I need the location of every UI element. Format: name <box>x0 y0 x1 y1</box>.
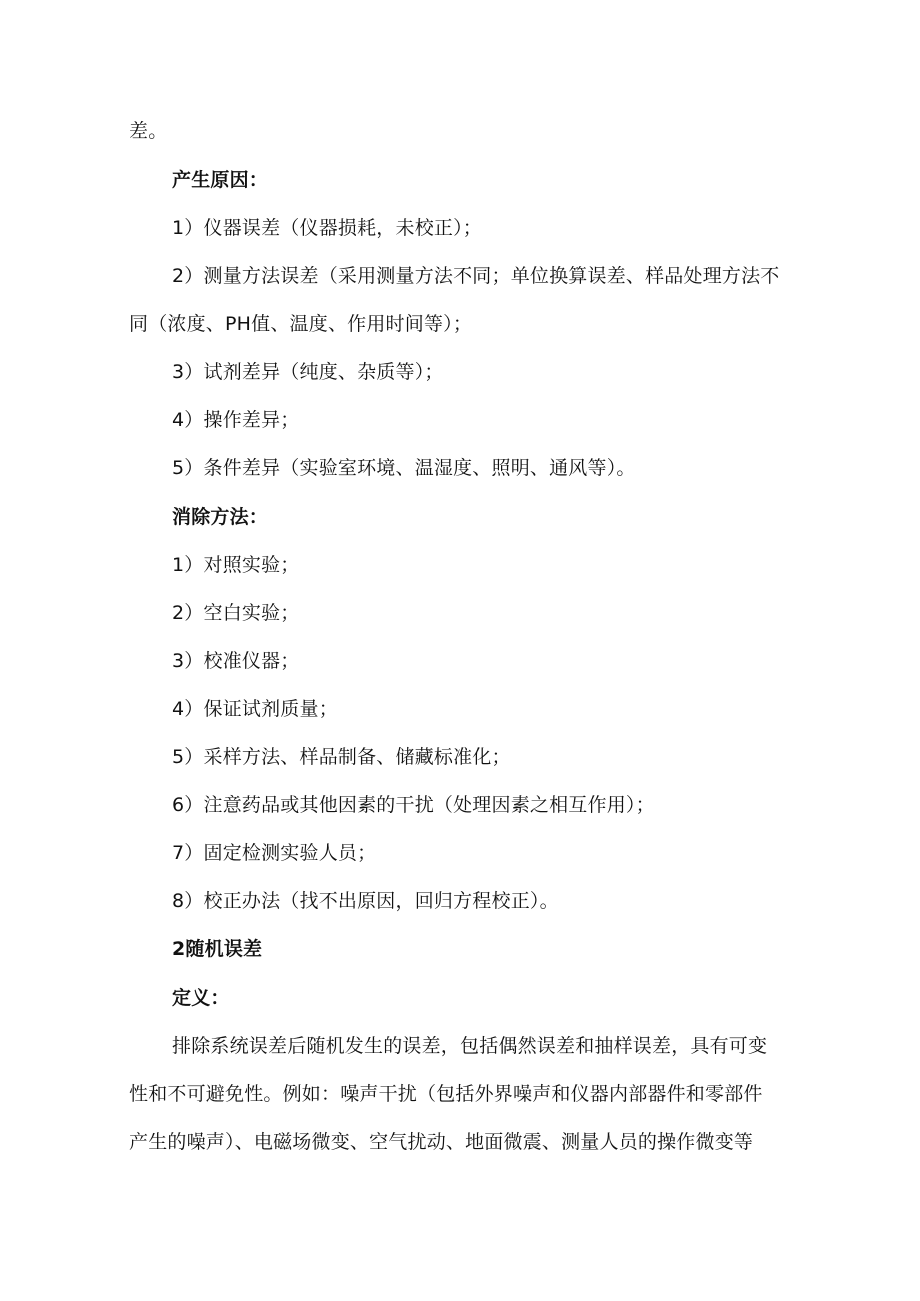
list-item-cause-2-continuation: 同（浓度、PH值、温度、作用时间等）； <box>129 313 473 335</box>
heading-causes: 产生原因： <box>172 169 269 191</box>
heading-elimination: 消除方法： <box>172 506 269 528</box>
text-line-continuation: 差。 <box>129 120 168 142</box>
list-item-cause-5: 5）条件差异（实验室环境、温湿度、照明、通风等）。 <box>172 457 636 479</box>
section-heading-random-error: 2随机误差 <box>172 938 263 960</box>
list-item-method-5: 5）采样方法、样品制备、储藏标准化； <box>172 746 511 768</box>
list-item-method-6: 6）注意药品或其他因素的干扰（处理因素之相互作用）； <box>172 794 655 816</box>
paragraph-line-1: 排除系统误差后随机发生的误差，包括偶然误差和抽样误差，具有可变 <box>172 1035 768 1057</box>
list-item-method-2: 2）空白实验； <box>172 602 300 624</box>
list-item-cause-4: 4）操作差异； <box>172 409 300 431</box>
list-item-method-3: 3）校准仪器； <box>172 650 300 672</box>
list-item-cause-2: 2）测量方法误差（采用测量方法不同；单位换算误差、样品处理方法不 <box>172 265 780 287</box>
list-item-method-8: 8）校正办法（找不出原因，回归方程校正）。 <box>172 890 559 912</box>
paragraph-line-2: 性和不可避免性。例如：噪声干扰（包括外界噪声和仪器内部器件和零部件 <box>129 1083 763 1105</box>
heading-definition: 定义： <box>172 987 230 1009</box>
list-item-cause-1: 1）仪器误差（仪器损耗，未校正）； <box>172 217 482 239</box>
list-item-method-1: 1）对照实验； <box>172 554 300 576</box>
list-item-cause-3: 3）试剂差异（纯度、杂质等）； <box>172 361 444 383</box>
paragraph-line-3: 产生的噪声）、电磁场微变、空气扰动、地面微震、测量人员的操作微变等 <box>129 1131 754 1153</box>
list-item-method-4: 4）保证试剂质量； <box>172 698 338 720</box>
list-item-method-7: 7）固定检测实验人员； <box>172 842 377 864</box>
